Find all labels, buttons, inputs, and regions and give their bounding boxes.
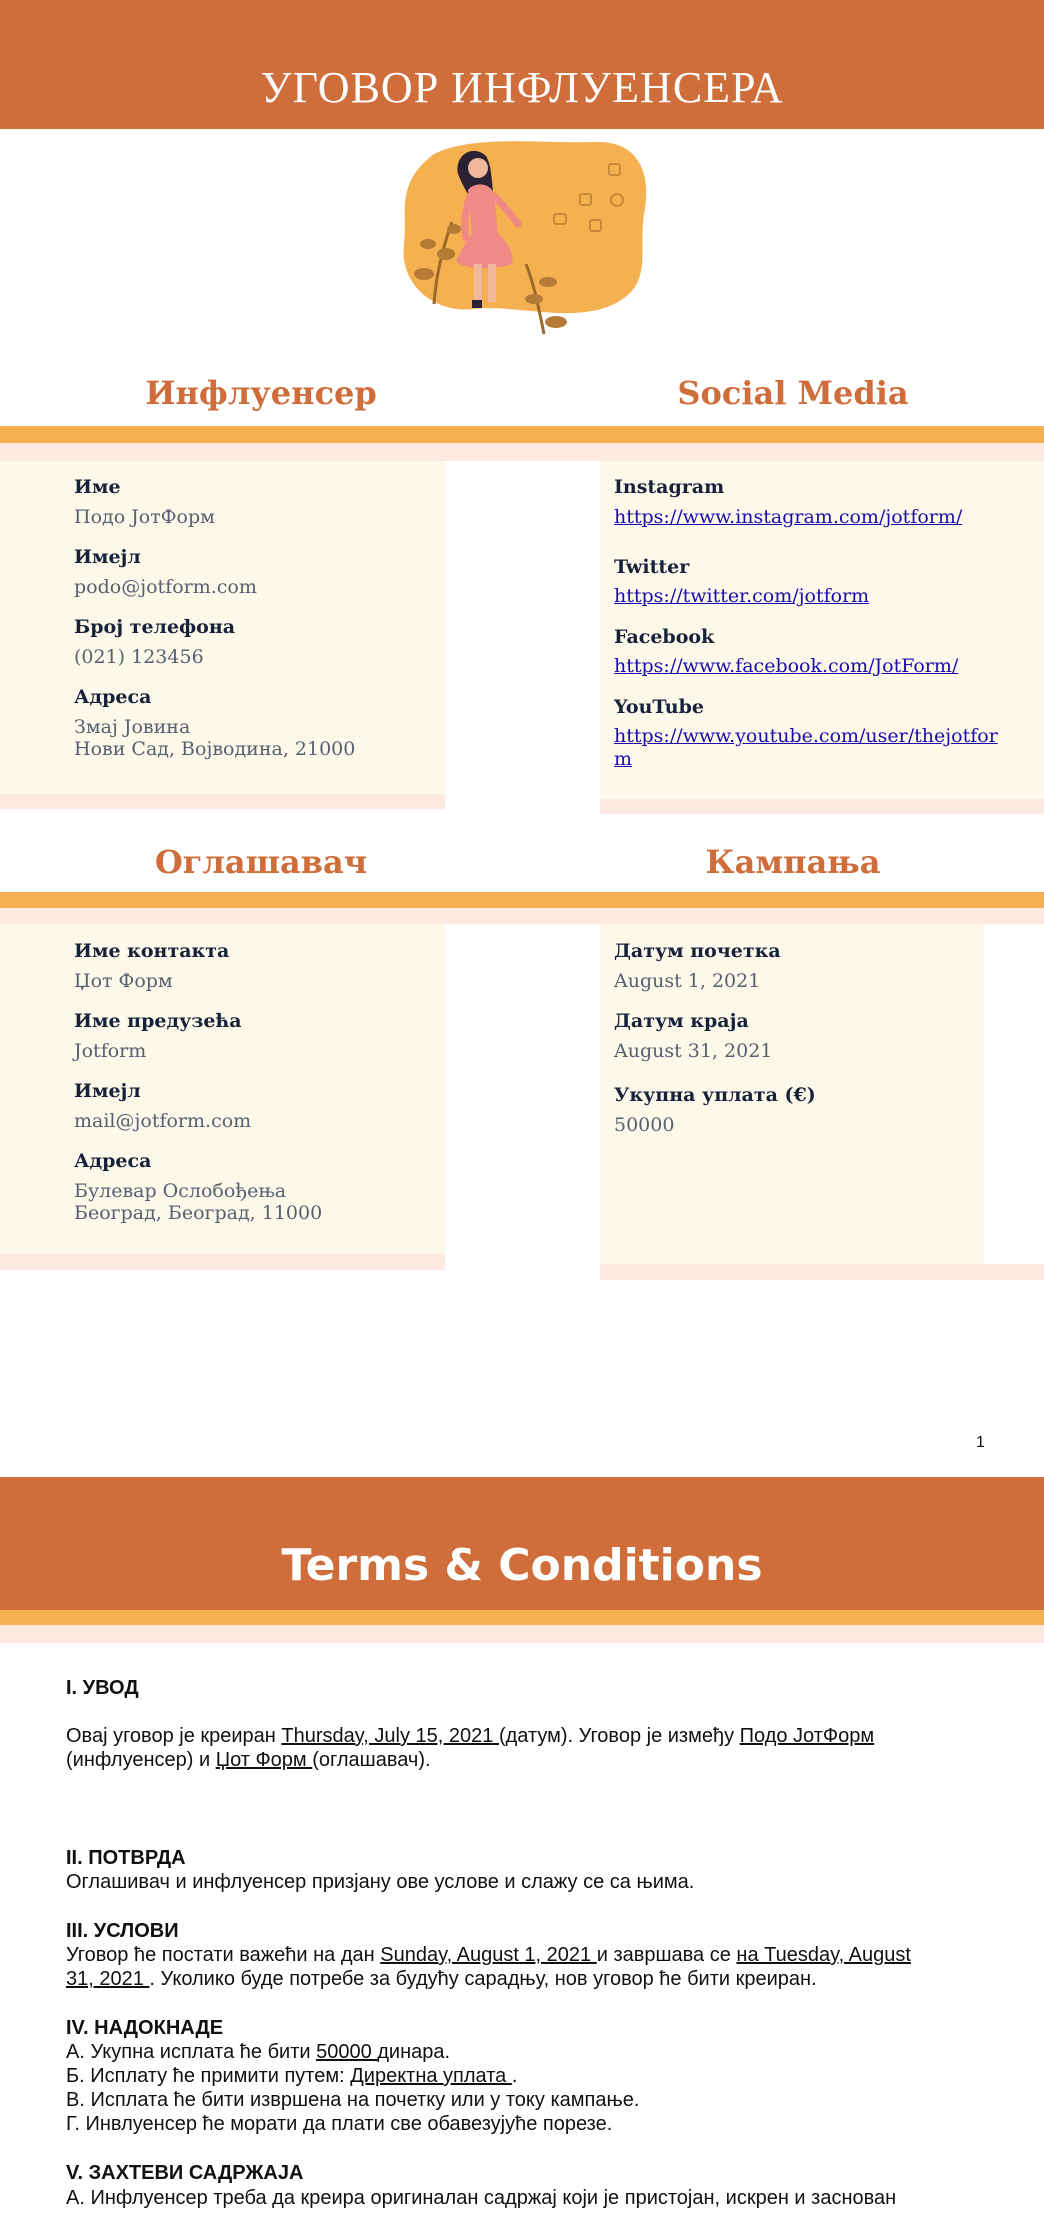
instagram-label: Instagram bbox=[614, 476, 725, 498]
payment-amount-field: 50000 bbox=[316, 2041, 378, 2063]
advertiser-contact-value: Џот Форм bbox=[74, 970, 173, 992]
advertiser-heading: Оглашавач bbox=[154, 843, 368, 881]
section-4-a1: А. Укупна исплата ће бити bbox=[66, 2041, 317, 2063]
advertiser-contact-label: Име контакта bbox=[74, 940, 230, 962]
instagram-link[interactable]: https://www.instagram.com/jotform/ bbox=[614, 506, 963, 528]
youtube-link-wrap[interactable]: m bbox=[614, 748, 633, 770]
section-1-text-a: Овај уговор је креиран bbox=[66, 1725, 282, 1747]
section-4-b1: Б. Исплату ће примити путем: bbox=[66, 2065, 351, 2087]
section-3-text bbox=[66, 1943, 1026, 1991]
terms-divider-pale bbox=[0, 1625, 1044, 1643]
advertiser-panel-footer bbox=[0, 1254, 445, 1270]
section-3-heading: III. УСЛОВИ bbox=[66, 1920, 179, 1942]
twitter-link[interactable]: https://twitter.com/jotform bbox=[614, 585, 870, 607]
section-1-text-c: (инфлуенсер) и bbox=[66, 1749, 216, 1771]
campaign-panel-footer bbox=[600, 1264, 1044, 1280]
influencer-heading: Инфлуенсер bbox=[145, 374, 377, 412]
start-date-field: Sunday, August 1, 2021 bbox=[380, 1944, 597, 1966]
campaign-payment-label: Укупна уплата (€) bbox=[614, 1084, 816, 1106]
facebook-link[interactable]: https://www.facebook.com/JotForm/ bbox=[614, 655, 959, 677]
campaign-end-label: Датум краја bbox=[614, 1010, 749, 1032]
campaign-payment-value: 50000 bbox=[614, 1114, 675, 1136]
influencer-name-value: Подо ЈотФорм bbox=[74, 506, 215, 528]
section-4-text bbox=[66, 2040, 1026, 2136]
influencer-address-label: Адреса bbox=[74, 686, 152, 708]
divider-gold-1 bbox=[0, 426, 1044, 443]
divider-pale-2 bbox=[0, 908, 1044, 924]
section-1-text bbox=[66, 1724, 1006, 1772]
advertiser-email-label: Имејл bbox=[74, 1080, 141, 1102]
campaign-start-value: August 1, 2021 bbox=[614, 970, 761, 992]
terms-title: Terms & Conditions bbox=[281, 1540, 763, 1591]
youtube-link[interactable]: https://www.youtube.com/user/thejotfor bbox=[614, 725, 998, 747]
twitter-label: Twitter bbox=[614, 556, 690, 578]
social-panel-footer bbox=[600, 799, 1044, 814]
section-4-d: Г. Инвлуенсер ће морати да плати све обавезујуће порезе. bbox=[66, 2113, 613, 2135]
section-3-text-b: и завршава се bbox=[596, 1944, 737, 1966]
section-1-heading: I. УВОД bbox=[66, 1677, 139, 1699]
campaign-heading: Кампања bbox=[705, 843, 881, 881]
section-2-text: Оглашивач и инфлуенсер призјану ове услове и слажу се са њима. bbox=[66, 1871, 695, 1893]
section-5-text: А. Инфлуенсер треба да креира оригиналан садржај који је пристојан, искрен и заснован bbox=[66, 2187, 897, 2209]
divider-gold-2 bbox=[0, 892, 1044, 908]
youtube-label: YouTube bbox=[614, 696, 704, 718]
influencer-name-label: Име bbox=[74, 476, 121, 498]
social-media-heading: Social Media bbox=[677, 374, 909, 412]
campaign-start-label: Датум почетка bbox=[614, 940, 781, 962]
advertiser-email-value: mail@jotform.com bbox=[74, 1110, 252, 1132]
influencer-phone-label: Број телефона bbox=[74, 616, 236, 638]
section-4-c: В. Исплата ће бити извршена на почетку или у току кампање. bbox=[66, 2089, 640, 2111]
advertiser-company-value: Jotform bbox=[74, 1040, 147, 1062]
influencer-illustration bbox=[394, 134, 654, 350]
divider-pale-1 bbox=[0, 443, 1044, 461]
advertiser-address-line1: Булевар Ослобођења bbox=[74, 1180, 287, 1202]
section-3-text-a: Уговор ће постати важећи на дан bbox=[66, 1944, 381, 1966]
terms-divider-gold bbox=[0, 1610, 1044, 1625]
influencer-address-line2: Нови Сад, Војводина, 21000 bbox=[74, 738, 356, 760]
influencer-email-value: podo@jotform.com bbox=[74, 576, 257, 598]
contract-date: Thursday, July 15, 2021 bbox=[281, 1725, 499, 1747]
page-number: 1 bbox=[976, 1434, 985, 1451]
influencer-email-label: Имејл bbox=[74, 546, 141, 568]
section-1-text-b: (датум). Уговор је између bbox=[498, 1725, 740, 1747]
advertiser-address-label: Адреса bbox=[74, 1150, 152, 1172]
section-1-text-d: (оглашавач). bbox=[312, 1749, 431, 1771]
section-3-text-c: . Уколико буде потребе за будућу сарадњу, нов уговор ће бити креиран. bbox=[149, 1968, 817, 1990]
section-4-a2: динара. bbox=[377, 2041, 451, 2063]
section-2-heading: II. ПОТВРДА bbox=[66, 1847, 186, 1869]
influencer-panel-footer bbox=[0, 794, 445, 809]
advertiser-company-label: Име предузећа bbox=[74, 1010, 242, 1032]
end-date-field-line1: на Tuesday, August bbox=[736, 1944, 911, 1966]
campaign-end-value: August 31, 2021 bbox=[614, 1040, 773, 1062]
influencer-name-field: Подо ЈотФорм bbox=[739, 1725, 875, 1747]
facebook-label: Facebook bbox=[614, 626, 715, 648]
end-date-field-line2: 31, 2021 bbox=[66, 1968, 150, 1990]
section-4-heading: IV. НАДОКНАДЕ bbox=[66, 2017, 224, 2039]
advertiser-address-line2: Београд, Београд, 11000 bbox=[74, 1202, 323, 1224]
document-title: УГОВОР ИНФЛУЕНСЕРА bbox=[260, 63, 784, 112]
influencer-phone-value: (021) 123456 bbox=[74, 646, 204, 668]
influencer-address-line1: Змај Јовина bbox=[74, 716, 191, 738]
payment-method-field: Директна уплата bbox=[350, 2065, 512, 2087]
advertiser-name-field: Џот Форм bbox=[215, 1749, 313, 1771]
section-5-heading: V. ЗАХТЕВИ САДРЖАЈА bbox=[66, 2162, 304, 2184]
section-4-b2: . bbox=[511, 2065, 518, 2087]
